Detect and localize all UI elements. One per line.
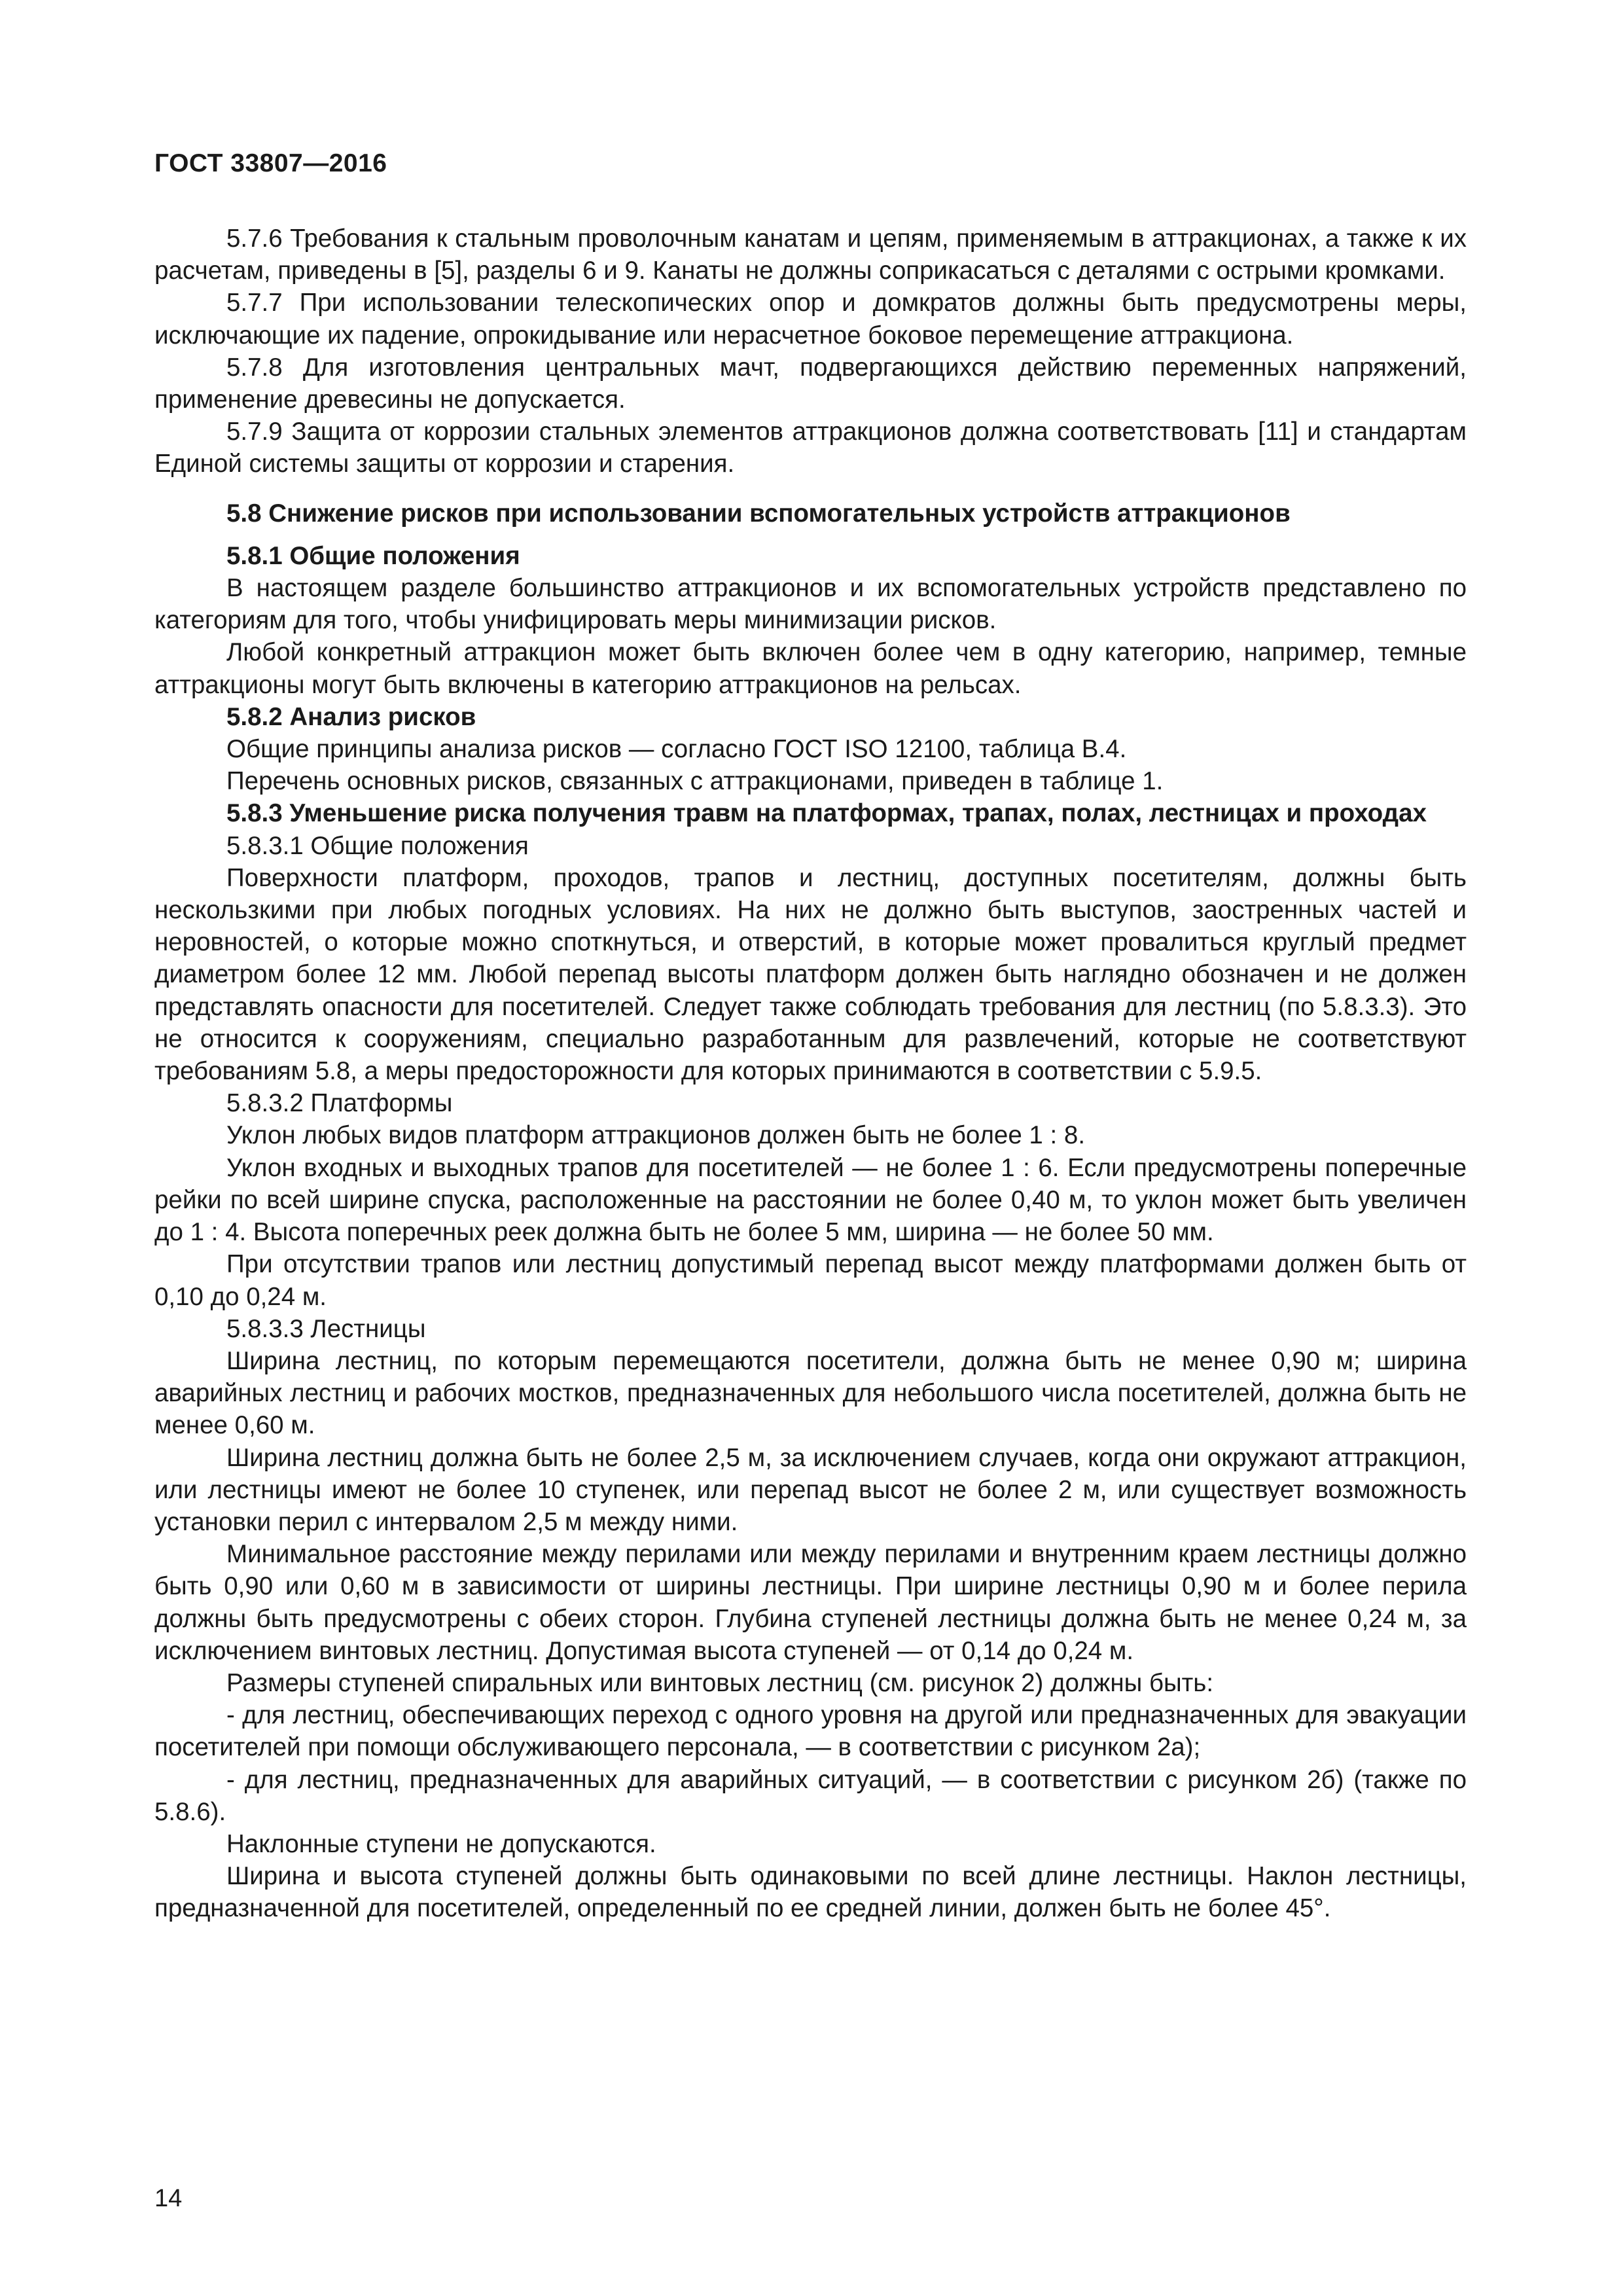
paragraph: Ширина и высота ступеней должны быть одинаковыми по всей длине лестницы. Наклон лестницы, предназначенной для посетителей, определенный по ее средней линии, должен быть не более 45°. — [154, 1862, 1467, 1923]
paragraph: Уклон входных и выходных трапов для посетителей — не более 1 : 6. Если предусмотрены поперечные рейки по всей ширине спуска, расположенные на расстоянии не более 0,40 м, то уклон может быть увеличен до 1 : 4. Высота поперечных реек должна быть не более 5 мм, ширина — не более 50 мм. — [154, 1153, 1467, 1247]
paragraph: Уклон любых видов платформ аттракционов должен быть не более 1 : 8. — [226, 1121, 1086, 1150]
subsection-heading-5-8-2: 5.8.2 Анализ рисков — [226, 702, 476, 731]
standard-header: ГОСТ 33807—2016 — [154, 149, 387, 177]
paragraph-5-7-6: 5.7.6 Требования к стальным проволочным канатам и цепям, применяемым в аттракционах, а также к их расчетам, приведены в [5], разделы 6 и 9. Канаты не должны соприкасаться с деталями с острыми кромками. — [154, 224, 1467, 285]
page-number: 14 — [154, 2185, 183, 2212]
paragraph: Общие принципы анализа рисков — согласно ГОСТ ISO 12100, таблица В.4. — [226, 735, 1127, 764]
paragraph-5-7-7: 5.7.7 При использовании телескопических опор и домкратов должны быть предусмотрены меры, исключающие их падение, опрокидывание или нерасчетное боковое перемещение аттракциона. — [154, 289, 1467, 350]
paragraph: Ширина лестниц должна быть не более 2,5 м, за исключением случаев, когда они окружают аттракцион, или лестницы имеют не более 10 ступенек, или перепад высот не более 2 м, или существует возможность установки перил с интервалом 2,5 м между ними. — [154, 1443, 1467, 1536]
list-item: - для лестниц, предназначенных для аварийных ситуаций, — в соответствии с рисунком 2б) (также по 5.8.6). — [154, 1765, 1467, 1826]
clause-heading-5-8-3-1: 5.8.3.1 Общие положения — [226, 831, 529, 860]
clause-heading-5-8-3-2: 5.8.3.2 Платформы — [226, 1089, 453, 1118]
section-heading-5-8: 5.8 Снижение рисков при использовании вспомогательных устройств аттракционов — [226, 499, 1291, 528]
clause-heading-5-8-3-3: 5.8.3.3 Лестницы — [226, 1314, 426, 1343]
paragraph: Перечень основных рисков, связанных с аттракционами, приведен в таблице 1. — [226, 767, 1164, 796]
paragraph-5-7-9: 5.7.9 Защита от коррозии стальных элементов аттракционов должна соответствовать [11] и стандартам Единой системы защиты от коррозии и старения. — [154, 418, 1467, 478]
body-text — [154, 223, 1467, 1925]
subsection-heading-5-8-1: 5.8.1 Общие положения — [226, 541, 520, 570]
list-item: - для лестниц, обеспечивающих переход с одного уровня на другой или предназначенных для эвакуации посетителей при помощи обслуживающего персонала, — в соответствии с рисунком 2а); — [154, 1701, 1467, 1762]
paragraph: Размеры ступеней спиральных или винтовых лестниц (см. рисунок 2) должны быть: — [226, 1668, 1214, 1697]
paragraph: Наклонные ступени не допускаются. — [226, 1829, 656, 1858]
subsection-heading-5-8-3: 5.8.3 Уменьшение риска получения травм на платформах, трапах, полах, лестницах и проходах — [226, 799, 1427, 828]
paragraph: В настоящем разделе большинство аттракционов и их вспомогательных устройств представлено по категориям для того, чтобы унифицировать меры минимизации рисков. — [154, 574, 1467, 635]
paragraph: Ширина лестниц, по которым перемещаются посетители, должна быть не менее 0,90 м; ширина аварийных лестниц и рабочих мостков, предназначенных для небольшого числа посетителей, должна быть не менее 0,60 м. — [154, 1346, 1467, 1440]
paragraph: Поверхности платформ, проходов, трапов и лестниц, доступных посетителям, должны быть нескользкими при любых погодных условиях. На них не должно быть выступов, заостренных частей и неровностей, о которые можно споткнуться, и отверстий, в которые может провалиться круглый предмет диаметром более 12 мм. Любой перепад высоты платформ должен быть наглядно обозначен и не должен представлять опасности для посетителей. Следует также соблюдать требования для лестниц (по 5.8.3.3). Это не относится к сооружениям, специально разработанным для развлечений, которые не соответствуют требованиям 5.8, а меры предосторожности для которых принимаются в соответствии с 5.9.5. — [154, 863, 1467, 1086]
paragraph: Минимальное расстояние между перилами или между перилами и внутренним краем лестницы должно быть 0,90 или 0,60 м в зависимости от ширины лестницы. При ширине лестницы 0,90 м и более перила должны быть предусмотрены с обеих сторон. Глубина ступеней лестницы должна быть не менее 0,24 м, за исключением винтовых лестниц. Допустимая высота ступеней — от 0,14 до 0,24 м. — [154, 1540, 1467, 1665]
paragraph: Любой конкретный аттракцион может быть включен более чем в одну категорию, например, темные аттракционы могут быть включены в категорию аттракционов на рельсах. — [154, 638, 1467, 699]
paragraph: При отсутствии трапов или лестниц допустимый перепад высот между платформами должен быть от 0,10 до 0,24 м. — [154, 1250, 1467, 1311]
paragraph-5-7-8: 5.7.8 Для изготовления центральных мачт, подвергающихся действию переменных напряжений, применение древесины не допускается. — [154, 353, 1467, 414]
